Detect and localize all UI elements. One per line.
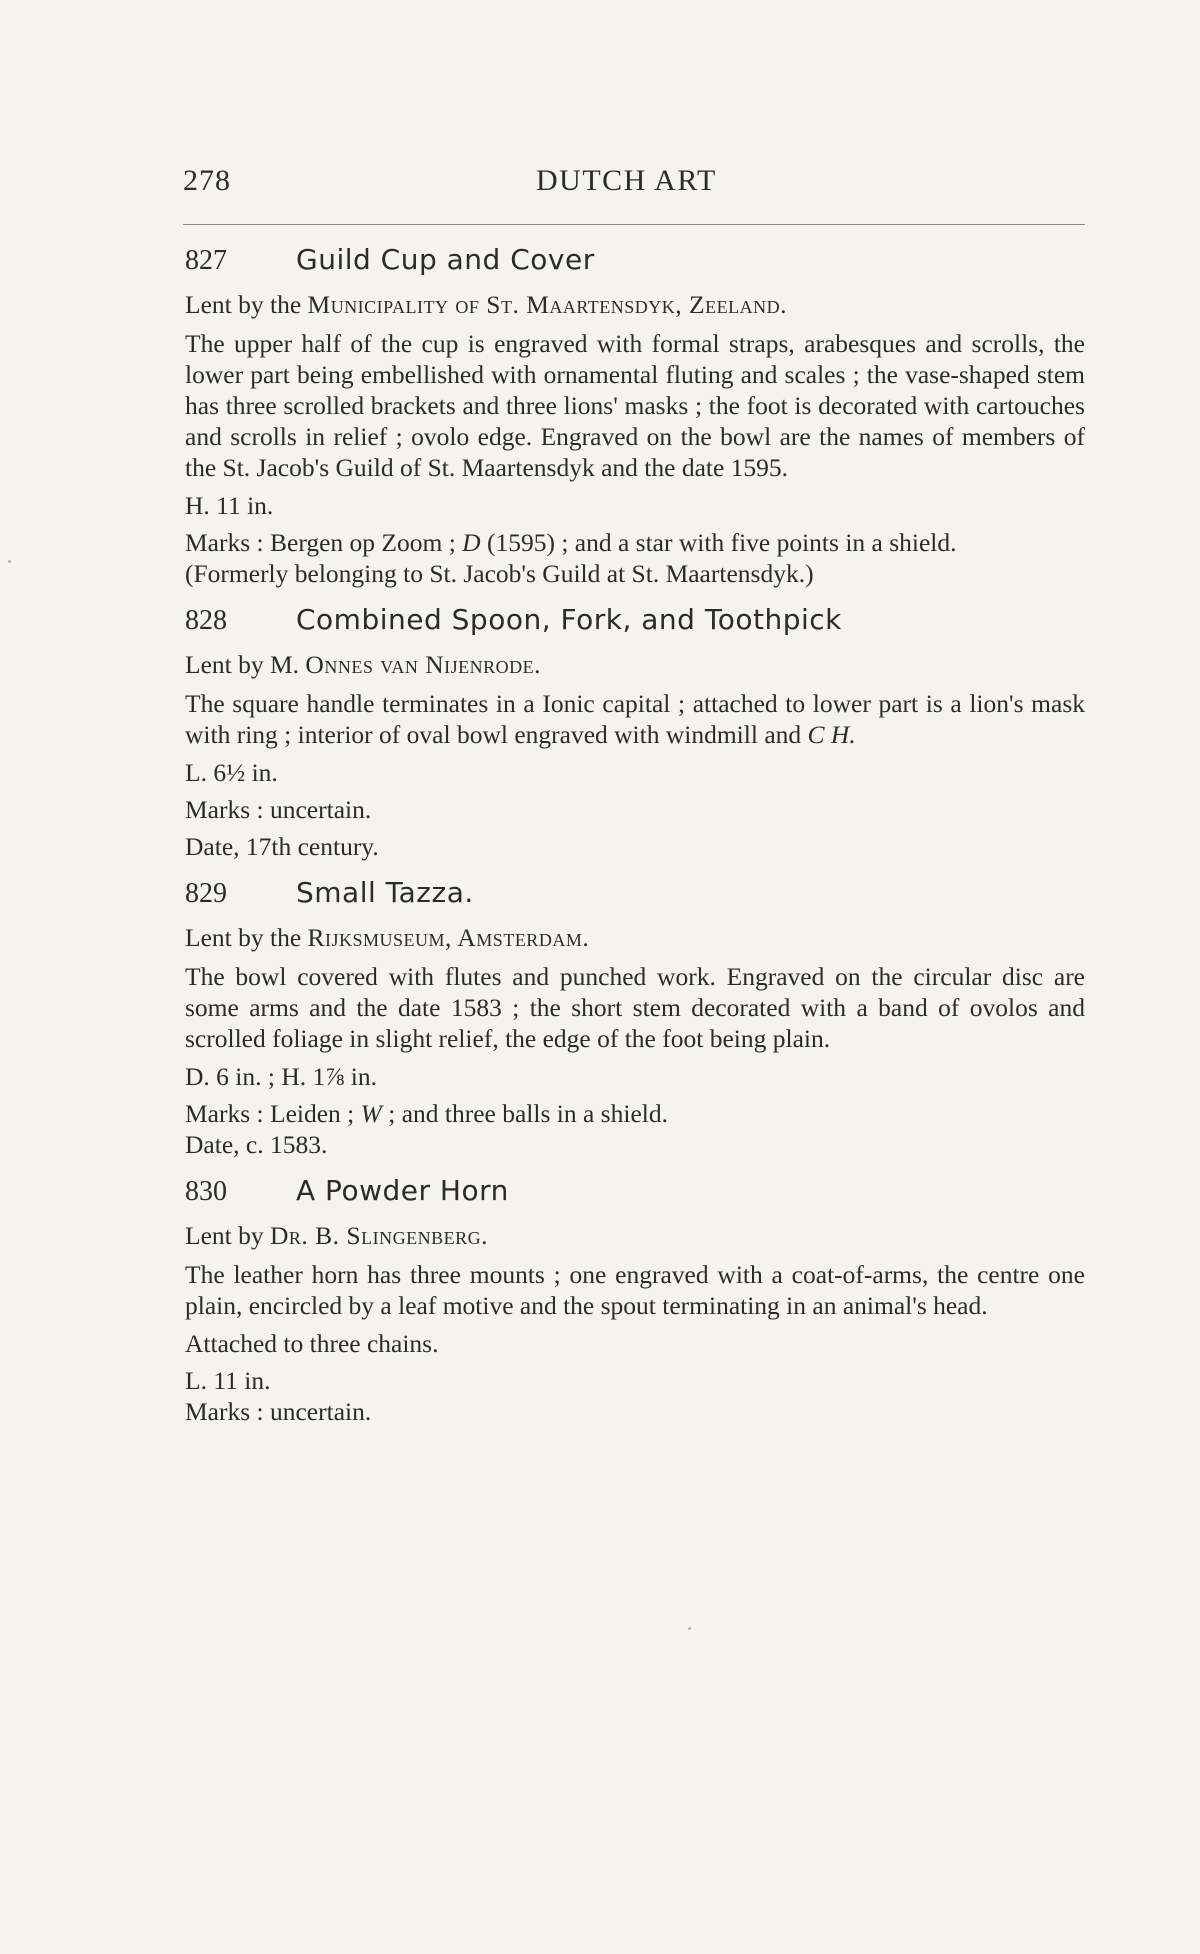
paper-speck bbox=[8, 560, 11, 563]
entry-heading bbox=[185, 243, 1085, 277]
entry-dimensions: D. 6 in. ; H. 1⅞ in. bbox=[185, 1062, 377, 1091]
entry-number: 829 bbox=[185, 878, 227, 909]
entry-title: Combined Spoon, Fork, and Toothpick bbox=[296, 603, 842, 636]
paper-speck bbox=[688, 1627, 691, 1630]
lender-prefix: Lent by the bbox=[185, 290, 308, 319]
lender-name: Onnes van Nijenrode. bbox=[305, 650, 542, 679]
entry-title: A Powder Horn bbox=[296, 1174, 509, 1207]
lender-prefix: Lent by M. bbox=[185, 650, 306, 679]
entry-marks: Marks : uncertain. bbox=[185, 795, 372, 824]
page-number: 278 bbox=[183, 164, 231, 197]
lender-line bbox=[185, 289, 1085, 321]
entry-note: (Formerly belonging to St. Jacob's Guild at St. Maartensdyk.) bbox=[185, 559, 814, 588]
lender-name: Municipality of St. Maartensdyk, Zeeland. bbox=[307, 290, 787, 319]
lender-prefix: Lent by bbox=[185, 1221, 270, 1250]
entry-description: The bowl covered with flutes and punched work. Engraved on the circular disc are some arms and the date 1583 ; the short stem decorated with a band of ovolos and scrolled foliage in slight relief, the edge of the foot being plain. bbox=[185, 962, 1085, 1053]
lender-name: Dr. B. Slingenberg. bbox=[269, 1221, 488, 1250]
page-header bbox=[183, 164, 1083, 204]
entry-heading bbox=[185, 1174, 1085, 1208]
entry-number: 827 bbox=[185, 245, 227, 276]
lender-line bbox=[185, 649, 1085, 681]
lender-line bbox=[185, 922, 1085, 954]
catalogue-entry-830 bbox=[185, 1174, 1085, 1427]
marks-suffix: ; and three balls in a shield. bbox=[381, 1099, 668, 1128]
lender-prefix: Lent by the bbox=[185, 923, 308, 952]
entry-extra-note: Attached to three chains. bbox=[185, 1329, 439, 1358]
entry-description: The leather horn has three mounts ; one engraved with a coat-of-arms, the centre one plain, encircled by a leaf motive and the spout terminating in an animal's head. bbox=[185, 1260, 1085, 1320]
entry-marks bbox=[185, 1098, 1085, 1129]
catalogue-entries bbox=[185, 243, 1085, 1441]
running-title: DUTCH ART bbox=[536, 164, 717, 197]
catalogue-entry-827 bbox=[185, 243, 1085, 589]
entry-title: Guild Cup and Cover bbox=[296, 243, 595, 276]
description-initials: C H. bbox=[807, 720, 856, 749]
entry-title: Small Tazza. bbox=[296, 876, 474, 909]
catalogue-entry-828 bbox=[185, 603, 1085, 862]
marks-prefix: Marks : Bergen op Zoom ; bbox=[185, 528, 463, 557]
entry-dimensions: L. 11 in. bbox=[185, 1366, 271, 1395]
marks-letter: D bbox=[462, 528, 481, 557]
entry-dimensions: L. 6½ in. bbox=[185, 758, 278, 787]
entry-date: Date, 17th century. bbox=[185, 832, 379, 861]
entry-date: Date, c. 1583. bbox=[185, 1130, 328, 1159]
marks-suffix: (1595) ; and a star with five points in a shield. bbox=[480, 528, 957, 557]
marks-prefix: Marks : Leiden ; bbox=[185, 1099, 361, 1128]
entry-number: 828 bbox=[185, 605, 227, 636]
entry-description bbox=[185, 688, 1085, 750]
entry-marks bbox=[185, 527, 1085, 558]
catalogue-entry-829 bbox=[185, 876, 1085, 1160]
entry-number: 830 bbox=[185, 1176, 227, 1207]
lender-name: Rijksmuseum, Amsterdam. bbox=[307, 923, 590, 952]
entry-dimensions: H. 11 in. bbox=[185, 491, 274, 520]
header-rule bbox=[183, 224, 1085, 225]
entry-heading bbox=[185, 876, 1085, 910]
entry-description: The upper half of the cup is engraved with formal straps, arabesques and scrolls, the lower part being embellished with ornamental fluting and scales ; the vase-shaped stem has three scrolled brackets and three lions' masks ; the foot is decorated with cartouches and scrolls in relief ; ovolo edge. Engraved on the bowl are the names of members of the St. Jacob's Guild of St. Maartensdyk and the date 1595. bbox=[185, 329, 1085, 482]
description-text: The square handle terminates in a Ionic capital ; attached to lower part is a lion's mask with ring ; interior of oval bowl engraved with windmill and bbox=[185, 689, 1085, 749]
entry-heading bbox=[185, 603, 1085, 637]
entry-marks: Marks : uncertain. bbox=[185, 1397, 372, 1426]
lender-line bbox=[185, 1220, 1085, 1252]
marks-letter: W bbox=[360, 1099, 382, 1128]
